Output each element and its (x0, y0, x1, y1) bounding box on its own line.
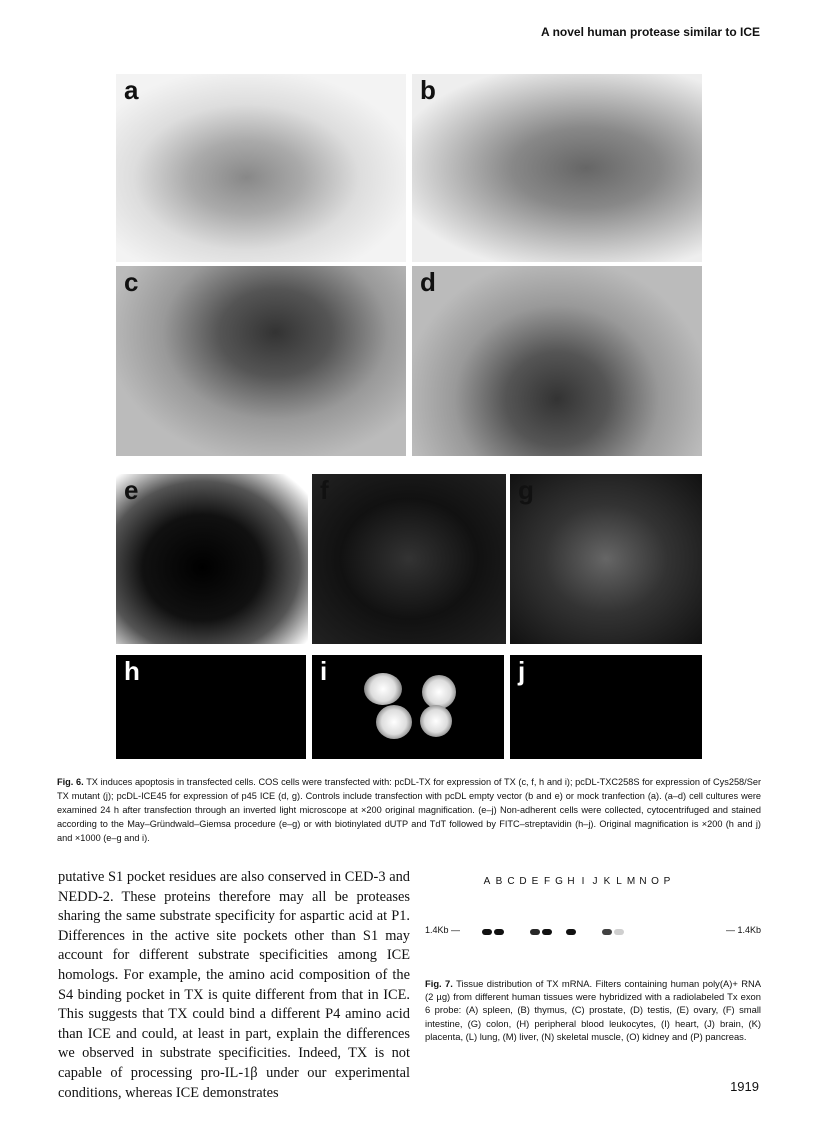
page-number: 1919 (730, 1079, 759, 1094)
figure7-caption (425, 977, 761, 1043)
figure7-caption-label: Fig. 7. (425, 978, 453, 989)
panel-label-c: c (124, 267, 139, 297)
apoptotic-cell (364, 673, 402, 705)
band-lane-f (542, 929, 552, 935)
lane-label-b: B (495, 876, 503, 887)
panel-label-f: f (320, 475, 329, 505)
lane-label-n: N (639, 876, 647, 887)
lane-labels (481, 876, 673, 887)
marker-left: 1.4Kb — (425, 925, 461, 935)
band-lane-e (530, 929, 540, 935)
lane-label-l: L (616, 876, 622, 887)
figure6-panel-j (510, 655, 702, 759)
lane-label-i: I (581, 876, 585, 887)
panel-label-d: d (420, 267, 436, 297)
body-paragraph: putative S1 pocket residues are also conserved in CED-3 and NEDD-2. These proteins therefore may all be proteases sharing the same substrate specificity for aspartic acid at P1. Differences in the active site pockets other than S1 may account for different substrate specificities among ICE homologs. For example, the amino acid composition of the S4 binding pocket in TX is quite different from that in ICE. This suggests that TX could bind a different P4 amino acid than ICE and could, at least in part, explain the differences we observed in substrate specificities. Indeed, TX is not capable of processing pro-IL-1β under our experimental conditions, whereas ICE demonstrates (58, 869, 410, 1101)
figure6-panel-i (312, 655, 504, 759)
figure6-panel-d (412, 266, 702, 456)
panel-label-b: b (420, 75, 436, 105)
band-lane-b (494, 929, 504, 935)
band-lane-a (482, 929, 492, 935)
lane-label-h: H (567, 876, 575, 887)
lane-label-c: C (507, 876, 515, 887)
lane-label-f: F (543, 876, 551, 887)
figure6-panel-g (510, 474, 702, 644)
panel-label-h: h (124, 656, 140, 686)
apoptotic-cell (420, 705, 452, 737)
panel-label-i: i (320, 656, 328, 686)
lane-label-m: M (626, 876, 636, 887)
panel-label-j: j (518, 656, 526, 686)
panel-label-g: g (518, 475, 534, 505)
figure6-caption (57, 775, 761, 845)
figure6-panel-b (412, 74, 702, 262)
figure6-panel-e (116, 474, 308, 644)
figure6-caption-text: TX induces apoptosis in transfected cells. COS cells were transfected with: pcDL-TX for expression of TX (c, f, h and i); pcDL-TXC258S for expression of Cys258/Ser TX mutant (j); pcDL-ICE45 for expression of p45 ICE (d, g). Controls include transfection with pcDL empty vector (b and e) or mock tranfection (a). (a–d) cell cultures were examined 24 h after transfection through an inverted light microscope at ×200 original magnification. (e–j) Non-adherent cells were collected, cytocentrifuged and stained according to the May–Gründwald–Giemsa procedure (e–g) or with biotinylated dUTP and TdT followed by FITC–streptavidin (h–j). Original magnification is ×200 (h and j) and ×1000 (e–g and i). (57, 777, 762, 843)
lane-label-a: A (483, 876, 491, 887)
panel-label-e: e (124, 475, 139, 505)
figure6-panel-a (116, 74, 406, 262)
figure7-northern-blot (425, 870, 761, 950)
figure7-caption-text: Tissue distribution of TX mRNA. Filters containing human poly(A)+ RNA (2 µg) from different human tissues were hybridized with a radiolabeled Tx exon 6 probe: (A) spleen, (B) thymus, (C) prostate, (D) testis, (E) ovary, (F) small intestine, (G) colon, (H) peripheral blood leukocytes, (I) heart, (J) brain, (K) placenta, (L) lung, (M) liver, (N) skeletal muscle, (O) kidney and (P) pancreas. (425, 978, 762, 1042)
figure6-panel-h (116, 655, 306, 759)
apoptotic-cell (376, 705, 412, 739)
band-lane-l (614, 929, 624, 935)
figure6-caption-label: Fig. 6. (57, 777, 84, 787)
panel-label-a: a (124, 75, 139, 105)
marker-right: — 1.4Kb (725, 925, 761, 935)
figure6-panel-c (116, 266, 406, 456)
running-header: A novel human protease similar to ICE (541, 25, 760, 39)
lane-label-g: G (555, 876, 563, 887)
lane-label-j: J (592, 876, 598, 887)
lane-label-d: D (519, 876, 527, 887)
lane-label-e: E (531, 876, 539, 887)
band-lane-k (602, 929, 612, 935)
lane-label-o: O (651, 876, 659, 887)
lane-label-k: K (603, 876, 611, 887)
band-lane-h (566, 929, 576, 935)
lane-label-p: P (663, 876, 671, 887)
figure6-panel-f (312, 474, 506, 644)
apoptotic-cell (422, 675, 456, 709)
